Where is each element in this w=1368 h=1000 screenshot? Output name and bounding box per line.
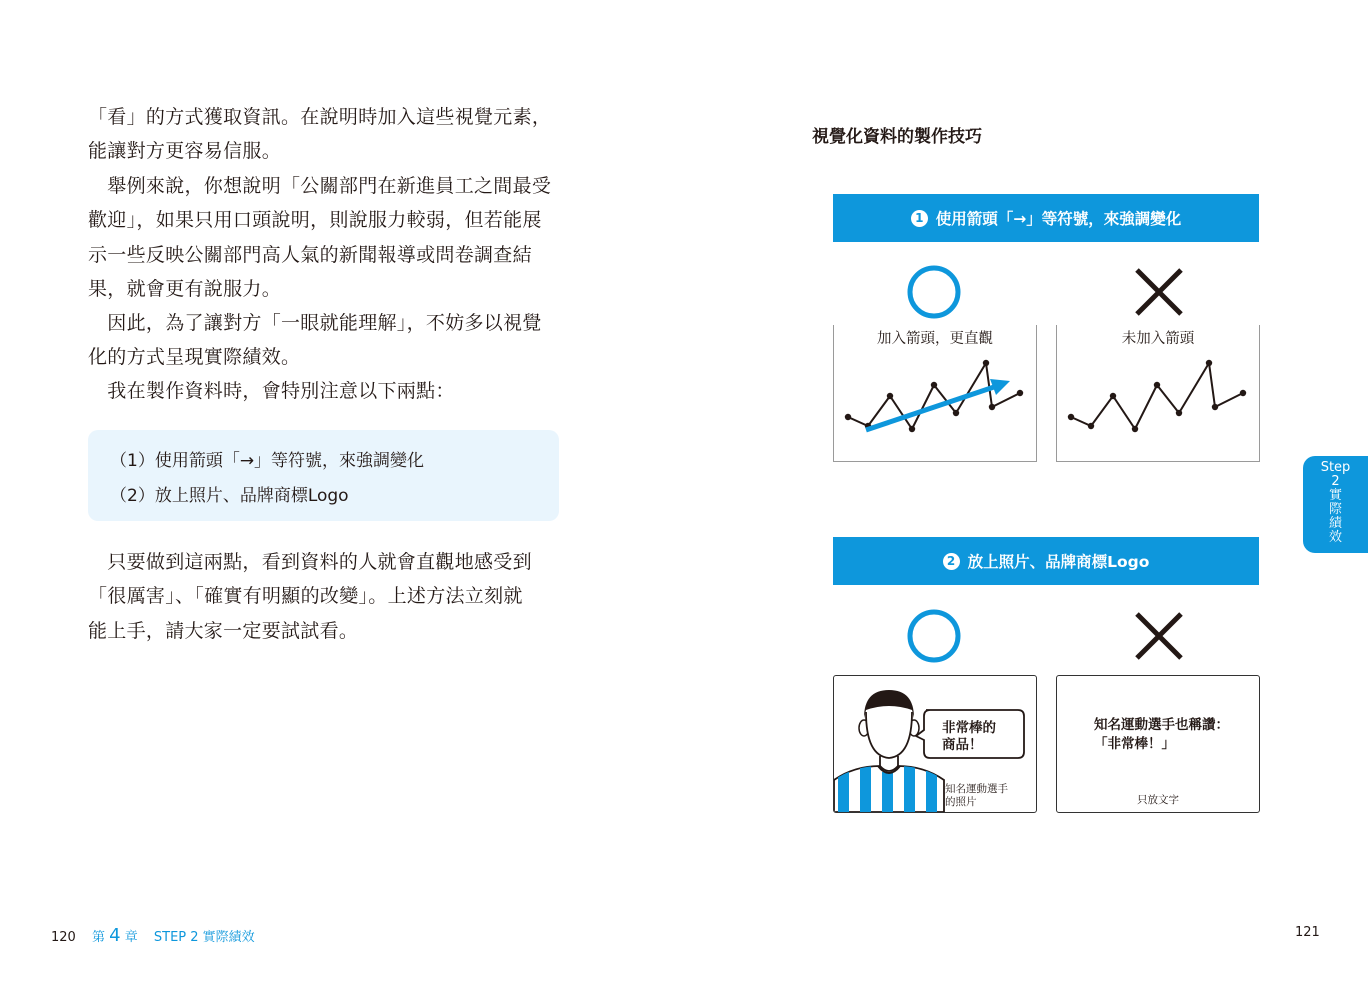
- tip-1-label: 使用箭頭「→」等符號，來強調變化: [935, 210, 1182, 228]
- text-only-example-panel: [1056, 675, 1260, 813]
- line-chart-plain: [1057, 325, 1259, 461]
- good-chart-caption: 加入箭頭，更直觀: [877, 331, 993, 347]
- left-page-number: 120: [51, 930, 76, 945]
- chapter-label: 第 4 章: [91, 925, 138, 946]
- photo-example-panel: [833, 675, 1037, 813]
- closing-paragraph: 只要做到這兩點，看到資料的人就會直觀地感受到 「很厲害」、「確實有明顯的改變」。上述方法立刻就 能上手，請大家一定要試試看。: [88, 551, 532, 642]
- left-page-footer: [51, 925, 255, 946]
- callout-item-1: （1）使用箭頭「→」等符號，來強調變化: [110, 451, 425, 471]
- figure-title: 視覺化資料的製作技巧: [812, 127, 982, 147]
- circle-icon: [905, 607, 963, 665]
- photo-caption: 知名運動選手 的照片: [945, 783, 1008, 808]
- athlete-quote-text: 知名運動選手也稱讚： 「非常棒！」: [1094, 717, 1229, 752]
- line-chart-with-arrow: [834, 325, 1036, 461]
- cross-icon: [1133, 266, 1185, 318]
- right-page-number: 121: [1295, 925, 1320, 940]
- good-chart-panel: [833, 325, 1037, 462]
- tip-2-label: 放上照片、品牌商標Logo: [967, 553, 1150, 571]
- tip-2-banner: [833, 537, 1259, 585]
- speech-bubble-text: 非常棒的 商品！: [942, 720, 996, 753]
- bad-chart-panel: [1056, 325, 1260, 462]
- tip-1-number: 1: [911, 210, 928, 227]
- paragraph-4: 我在製作資料時，會特別注意以下兩點：: [88, 380, 455, 402]
- tips-callout-box: [88, 430, 559, 521]
- circle-icon: [905, 263, 963, 321]
- paragraph-2: 舉例來說，你想說明「公關部門在新進員工之間最受 歡迎」，如果只用口頭說明，則說服力較弱，但若能展 示一些反映公關部門高人氣的新聞報導或問卷調查結 果，就會更有說服力。: [88, 175, 552, 300]
- section-label: STEP 2 實際績效: [153, 930, 255, 945]
- paragraph-3: 因此，為了讓對方「一眼就能理解」，不妨多以視覺 化的方式呈現實際績效。: [88, 312, 542, 369]
- paragraph-1: 「看」的方式獲取資訊。在說明時加入這些視覺元素， 能讓對方更容易信服。: [88, 106, 552, 163]
- callout-item-2: （2）放上照片、品牌商標Logo: [110, 486, 349, 506]
- tip-2-number: 2: [943, 553, 960, 570]
- arrow-head-icon: [990, 379, 1010, 395]
- chapter-side-tab: Step 2 實 際 績 效: [1303, 456, 1368, 553]
- cross-icon: [1133, 610, 1185, 662]
- tip-1-banner: [833, 194, 1259, 242]
- text-only-caption: 只放文字: [1137, 794, 1179, 806]
- bad-chart-caption: 未加入箭頭: [1121, 331, 1195, 347]
